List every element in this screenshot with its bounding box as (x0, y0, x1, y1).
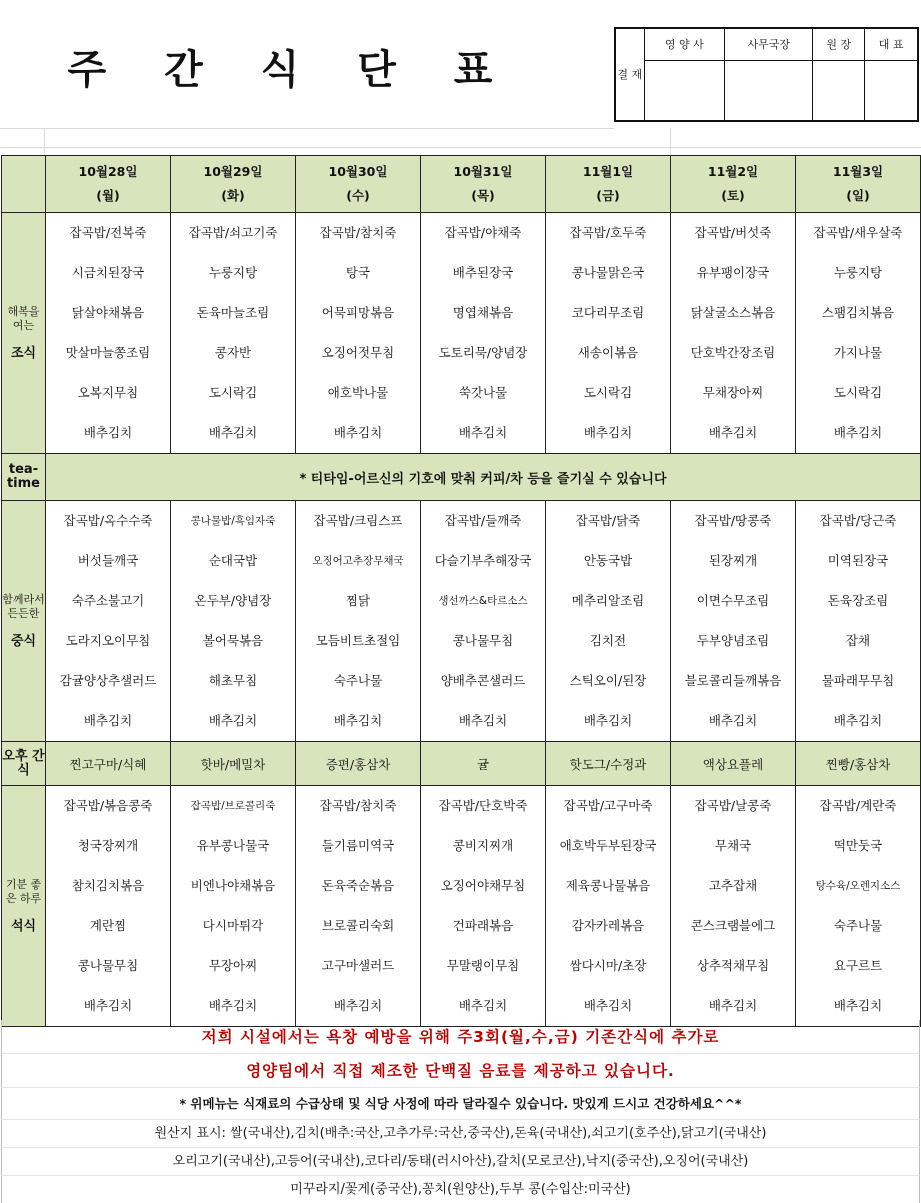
dinner-cell (171, 786, 296, 1027)
menu-item: 건파래볶음 (452, 918, 514, 933)
menu-item: 무장아찌 (208, 958, 258, 973)
dinner-cell (296, 786, 421, 1027)
menu-item: 새송이볶음 (577, 345, 639, 360)
menu-item: 애호박나물 (327, 385, 389, 400)
menu-item: 브로콜리숙회 (321, 918, 395, 933)
menu-item: 잡곡밥/참치죽 (319, 798, 397, 813)
menu-item: 유부콩나물국 (196, 838, 270, 853)
approval-label: 결 재 (615, 28, 644, 121)
dinner-row (2, 786, 921, 1027)
menu-item: 배추된장국 (452, 265, 514, 280)
day-header: 11월2일 (토) (671, 156, 796, 213)
menu-item: 이면수무조림 (696, 593, 770, 608)
menu-item: 명엽채볶음 (452, 305, 514, 320)
menu-item: 배추김치 (708, 425, 758, 440)
grid-line (44, 128, 45, 155)
dinner-cell (546, 786, 671, 1027)
menu-item: 시금치된장국 (71, 265, 145, 280)
menu-item: 잡곡밥/땅콩죽 (694, 513, 772, 528)
menu-item: 탕수육/오렌지소스 (815, 880, 901, 892)
menu-item: 배추김치 (333, 998, 383, 1013)
menu-item: 무채장아찌 (702, 385, 764, 400)
breakfast-cell (421, 213, 546, 454)
menu-item: 떡만둣국 (833, 838, 883, 853)
snack-cell: 증편/홍삼차 (296, 742, 421, 786)
menu-item: 모듬비트초절임 (315, 633, 401, 648)
menu-item: 청국장찌개 (77, 838, 139, 853)
menu-item: 잡곡밥/날콩죽 (694, 798, 772, 813)
menu-item: 콩비지찌개 (452, 838, 514, 853)
menu-item: 숙주나물 (833, 918, 883, 933)
menu-item: 두부양념조림 (696, 633, 770, 648)
menu-item: 배추김치 (208, 998, 258, 1013)
menu-item: 다슬기부추해장국 (434, 553, 532, 568)
menu-item: 감자카레볶음 (571, 918, 645, 933)
menu-item: 메추리알조림 (571, 593, 645, 608)
menu-item: 배추김치 (333, 425, 383, 440)
snack-cell: 귤 (421, 742, 546, 786)
menu-item: 배추김치 (833, 425, 883, 440)
menu-item: 비엔나야채볶음 (190, 878, 276, 893)
menu-item: 도시락김 (833, 385, 883, 400)
lunch-cell (671, 501, 796, 742)
menu-item: 배추김치 (708, 713, 758, 728)
protein-drink-notice: 저희 시설에서는 욕창 예방을 위해 주3회(월,수,금) 기존간식에 추가로 (1, 1020, 920, 1054)
corner-cell (2, 156, 46, 213)
menu-item: 잡곡밥/전복죽 (69, 225, 147, 240)
menu-item: 숙주나물 (333, 673, 383, 688)
menu-item: 배추김치 (458, 425, 508, 440)
dinner-cell (796, 786, 921, 1027)
menu-item: 오징어고추장무채국 (312, 555, 404, 567)
menu-item: 오복지무침 (77, 385, 139, 400)
menu-item: 무말랭이무침 (446, 958, 520, 973)
menu-item: 잡곡밥/닭죽 (575, 513, 641, 528)
menu-item: 미역된장국 (827, 553, 889, 568)
lunch-label: 함께라서 든든한 중식 (2, 501, 46, 742)
menu-item: 배추김치 (708, 998, 758, 1013)
menu-item: 배추김치 (583, 425, 633, 440)
menu-item: 잡곡밥/호두죽 (569, 225, 647, 240)
menu-item: 배추김치 (833, 998, 883, 1013)
menu-item: 탕국 (345, 265, 371, 280)
approval-sign-cell (865, 60, 918, 121)
approval-sign-cell (644, 60, 725, 121)
grid-line (0, 147, 921, 148)
snack-cell: 핫도그/수정과 (546, 742, 671, 786)
menu-item: 돈육장조림 (827, 593, 889, 608)
approval-role-manager: 사무국장 (725, 28, 813, 60)
menu-item: 배추김치 (458, 998, 508, 1013)
menu-item: 무채국 (714, 838, 752, 853)
menu-item: 잡곡밥/버섯죽 (694, 225, 772, 240)
menu-item: 고추잡채 (708, 878, 758, 893)
menu-item: 된장찌개 (708, 553, 758, 568)
menu-item: 콘스크램블에그 (690, 918, 776, 933)
breakfast-cell (671, 213, 796, 454)
date-header-row (2, 156, 921, 213)
menu-item: 도라지오이무침 (65, 633, 151, 648)
menu-item: 오징어젓무침 (321, 345, 395, 360)
page-title: 주 간 식 단 표 (67, 47, 515, 93)
grid-line (670, 128, 671, 155)
menu-item: 도토리묵/양념장 (438, 345, 528, 360)
teatime-label: tea-time (2, 454, 46, 501)
dinner-cell (671, 786, 796, 1027)
menu-item: 순대국밥 (208, 553, 258, 568)
breakfast-cell (46, 213, 171, 454)
approval-sign-cell (725, 60, 813, 121)
origin-label: 원산지 표시: 쌀(국내산),김치(배추:국산,고추가루:국산,중국산),돈육(국내산),쇠고기(호주산),닭고기(국내산) (1, 1120, 920, 1148)
menu-item: 참치김치볶음 (71, 878, 145, 893)
menu-item: 숙주소불고기 (71, 593, 145, 608)
menu-item: 블로콜리들깨볶음 (684, 673, 782, 688)
menu-item: 잡곡밥/야채죽 (444, 225, 522, 240)
breakfast-cell (546, 213, 671, 454)
lunch-cell (296, 501, 421, 742)
teatime-note: * 티타임-어르신의 기호에 맞춰 커피/차 등을 즐기실 수 있습니다 (46, 454, 921, 501)
menu-item: 콩나물밥/흑임자죽 (190, 515, 276, 527)
menu-item: 잡곡밥/단호박죽 (438, 798, 528, 813)
teatime-row (2, 454, 921, 501)
menu-item: 들기름미역국 (321, 838, 395, 853)
approval-role-ceo: 대 표 (865, 28, 918, 60)
menu-item: 생선까스&타르소스 (438, 595, 528, 607)
menu-item: 잡곡밥/쇠고기죽 (188, 225, 278, 240)
menu-item: 온두부/양념장 (194, 593, 272, 608)
lunch-cell (796, 501, 921, 742)
menu-item: 배추김치 (583, 998, 633, 1013)
menu-item: 스틱오이/된장 (569, 673, 647, 688)
menu-item: 코다리무조림 (571, 305, 645, 320)
menu-item: 상추적채무침 (696, 958, 770, 973)
menu-item: 콩자반 (214, 345, 252, 360)
menu-item: 배추김치 (208, 425, 258, 440)
approval-role-director: 원 장 (813, 28, 865, 60)
menu-item: 잡곡밥/볶음콩죽 (63, 798, 153, 813)
grid-line (0, 128, 614, 129)
menu-item: 닭살굴소스볶음 (690, 305, 776, 320)
lunch-cell (171, 501, 296, 742)
lunch-cell (421, 501, 546, 742)
menu-item: 잡곡밥/고구마죽 (563, 798, 653, 813)
menu-item: 잡채 (845, 633, 871, 648)
origin-label: 미꾸라지/꽃게(중국산),꽁치(원양산),두부 콩(수입산:미국산) (1, 1176, 920, 1203)
menu-item: 애호박두부된장국 (559, 838, 657, 853)
dinner-cell (46, 786, 171, 1027)
menu-item: 콩나물무침 (452, 633, 514, 648)
menu-item: 쑥갓나물 (458, 385, 508, 400)
menu-table (1, 155, 921, 1027)
breakfast-cell (796, 213, 921, 454)
menu-item: 배추김치 (333, 713, 383, 728)
menu-item: 다시마튀각 (202, 918, 264, 933)
menu-item: 계란찜 (89, 918, 127, 933)
menu-item: 돈육죽순볶음 (321, 878, 395, 893)
breakfast-cell (171, 213, 296, 454)
menu-item: 배추김치 (83, 998, 133, 1013)
menu-item: 돈육마늘조림 (196, 305, 270, 320)
menu-item: 잡곡밥/참치죽 (319, 225, 397, 240)
menu-item: 콩나물무침 (77, 958, 139, 973)
approval-sign-cell (813, 60, 865, 121)
menu-item: 감귤양상추샐러드 (59, 673, 157, 688)
menu-item: 단호박간장조림 (690, 345, 776, 360)
menu-item: 쌈다시마/초장 (569, 958, 647, 973)
menu-item: 잡곡밥/크림스프 (313, 513, 403, 528)
menu-item: 버섯들깨국 (77, 553, 139, 568)
menu-item: 잡곡밥/당근죽 (819, 513, 897, 528)
menu-item: 안동국밥 (583, 553, 633, 568)
snack-label: 오후 간식 (2, 742, 46, 786)
breakfast-cell (296, 213, 421, 454)
menu-item: 물파래무무침 (821, 673, 895, 688)
menu-item: 제육콩나물볶음 (565, 878, 651, 893)
breakfast-row (2, 213, 921, 454)
dinner-label: 기분 좋은 하루 석식 (2, 786, 46, 1027)
snack-cell: 핫바/메밀차 (171, 742, 296, 786)
lunch-cell (46, 501, 171, 742)
menu-item: 배추김치 (208, 713, 258, 728)
protein-drink-notice: 영양팀에서 직접 제조한 단백질 음료를 제공하고 있습니다. (1, 1054, 920, 1088)
day-header: 10월28일 (월) (46, 156, 171, 213)
menu-item: 닭살야채볶음 (71, 305, 145, 320)
menu-item: 잡곡밥/들깨죽 (444, 513, 522, 528)
menu-item: 스팸김치볶음 (821, 305, 895, 320)
snack-cell: 액상요플레 (671, 742, 796, 786)
lunch-row (2, 501, 921, 742)
menu-item: 양배추콘샐러드 (440, 673, 526, 688)
menu-item: 잡곡밥/계란죽 (819, 798, 897, 813)
menu-item: 가지나물 (833, 345, 883, 360)
menu-item: 배추김치 (83, 425, 133, 440)
day-header: 10월31일 (목) (421, 156, 546, 213)
snack-cell: 찐빵/홍삼차 (796, 742, 921, 786)
menu-item: 누룽지탕 (833, 265, 883, 280)
approval-box (614, 27, 919, 122)
menu-item: 어묵피망볶음 (321, 305, 395, 320)
menu-item: 잡곡밥/옥수수죽 (63, 513, 153, 528)
notice-section (1, 1020, 920, 1203)
day-header: 10월30일 (수) (296, 156, 421, 213)
snack-row (2, 742, 921, 786)
menu-item: 콩나물맑은국 (571, 265, 645, 280)
menu-item: 배추김치 (458, 713, 508, 728)
origin-label: 오리고기(국내산),고등어(국내산),코다리/동태(러시아산),갈치(모로코산),낙지(중국산),오징어(국내산) (1, 1148, 920, 1176)
menu-item: 볼어묵볶음 (202, 633, 264, 648)
menu-item: 유부팽이장국 (696, 265, 770, 280)
day-header: 11월3일 (일) (796, 156, 921, 213)
menu-item: 배추김치 (583, 713, 633, 728)
day-header: 11월1일 (금) (546, 156, 671, 213)
approval-role-dietitian: 영 양 사 (644, 28, 725, 60)
menu-item: 오징어야채무침 (440, 878, 526, 893)
breakfast-label: 해복을 여는 조식 (2, 213, 46, 454)
day-header: 10월29일 (화) (171, 156, 296, 213)
menu-item: 찜닭 (345, 593, 371, 608)
menu-item: 잡곡밥/새우살죽 (813, 225, 903, 240)
lunch-cell (546, 501, 671, 742)
menu-item: 도시락김 (583, 385, 633, 400)
menu-change-note: * 위메뉴는 식재료의 수급상태 및 식당 사정에 따라 달라질수 있습니다. 맛있게 드시고 건강하세요^^* (1, 1088, 920, 1120)
menu-item: 요구르트 (833, 958, 883, 973)
menu-item: 누룽지탕 (208, 265, 258, 280)
menu-item: 해초무침 (208, 673, 258, 688)
menu-item: 배추김치 (83, 713, 133, 728)
snack-cell: 찐고구마/식혜 (46, 742, 171, 786)
menu-item: 맛살마늘쫑조림 (65, 345, 151, 360)
dinner-cell (421, 786, 546, 1027)
menu-item: 도시락김 (208, 385, 258, 400)
menu-item: 배추김치 (833, 713, 883, 728)
menu-item: 고구마샐러드 (321, 958, 395, 973)
menu-item: 김치전 (589, 633, 627, 648)
menu-item: 잡곡밥/브로콜리죽 (190, 800, 276, 812)
